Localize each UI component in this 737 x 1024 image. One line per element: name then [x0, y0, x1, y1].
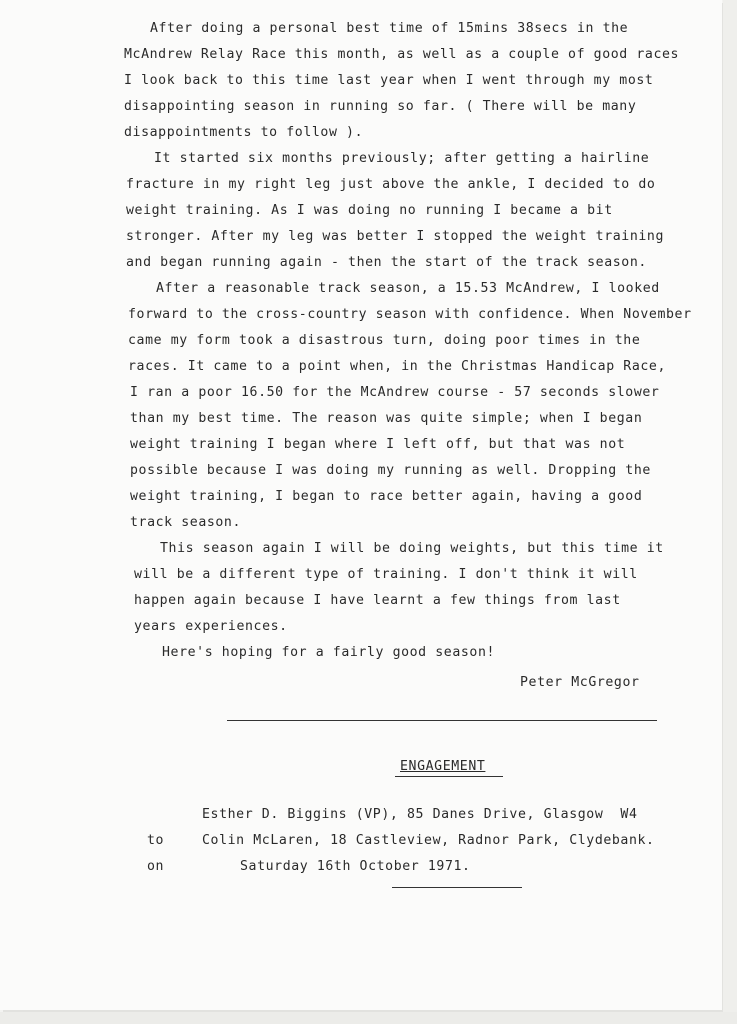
closing-rule [392, 887, 522, 888]
engagement-prefix: to [147, 833, 165, 848]
article-line: will be a different type of training. I don't think it will [134, 567, 638, 582]
article-line: years experiences. [134, 619, 288, 634]
article-line: It started six months previously; after getting a hairline [154, 151, 650, 166]
engagement-prefix: on [147, 859, 165, 874]
heading-underline [395, 776, 503, 777]
article-line: stronger. After my leg was better I stopped the weight training [126, 229, 664, 244]
article-line: races. It came to a point when, in the Christmas Handicap Race, [128, 359, 666, 374]
article-line: McAndrew Relay Race this month, as well as a couple of good races [124, 47, 680, 62]
article-line: weight training I began where I left off, but that was not [130, 437, 626, 452]
author-signature: Peter McGregor [520, 675, 640, 690]
article-line: weight training. As I was doing no running I became a bit [126, 203, 613, 218]
article-line: and began running again - then the start of the track season. [126, 255, 647, 270]
engagement-line: Esther D. Biggins (VP), 85 Danes Drive, Glasgow W4 [202, 807, 638, 822]
article-line: I look back to this time last year when I went through my most [124, 73, 654, 88]
engagement-line: Colin McLaren, 18 Castleview, Radnor Park, Clydebank. [202, 833, 655, 848]
article-line: track season. [130, 515, 242, 530]
article-line: I ran a poor 16.50 for the McAndrew course - 57 seconds slower [130, 385, 660, 400]
article-line: fracture in my right leg just above the ankle, I decided to do [126, 177, 656, 192]
article-line: forward to the cross-country season with confidence. When November [128, 307, 692, 322]
engagement-line: Saturday 16th October 1971. [240, 859, 471, 874]
article-line: than my best time. The reason was quite simple; when I began [130, 411, 643, 426]
article-line: After doing a personal best time of 15mins 38secs in the [150, 21, 629, 36]
page-edge-right [723, 0, 737, 1024]
article-line: This season again I will be doing weights, but this time it [160, 541, 664, 556]
article-line: possible because I was doing my running as well. Dropping the [130, 463, 651, 478]
article-line: disappointing season in running so far. ( There will be many [124, 99, 637, 114]
article-line: came my form took a disastrous turn, doing poor times in the [128, 333, 641, 348]
page-edge-bottom [0, 1012, 737, 1024]
article-line: disappointments to follow ). [124, 125, 364, 140]
article-line: weight training, I began to race better again, having a good [130, 489, 643, 504]
engagement-heading: ENGAGEMENT [400, 759, 486, 774]
article-line: After a reasonable track season, a 15.53 McAndrew, I looked [156, 281, 660, 296]
article-line: happen again because I have learnt a few things from last [134, 593, 621, 608]
divider-rule [227, 720, 657, 721]
article-line: Here's hoping for a fairly good season! [162, 645, 496, 660]
